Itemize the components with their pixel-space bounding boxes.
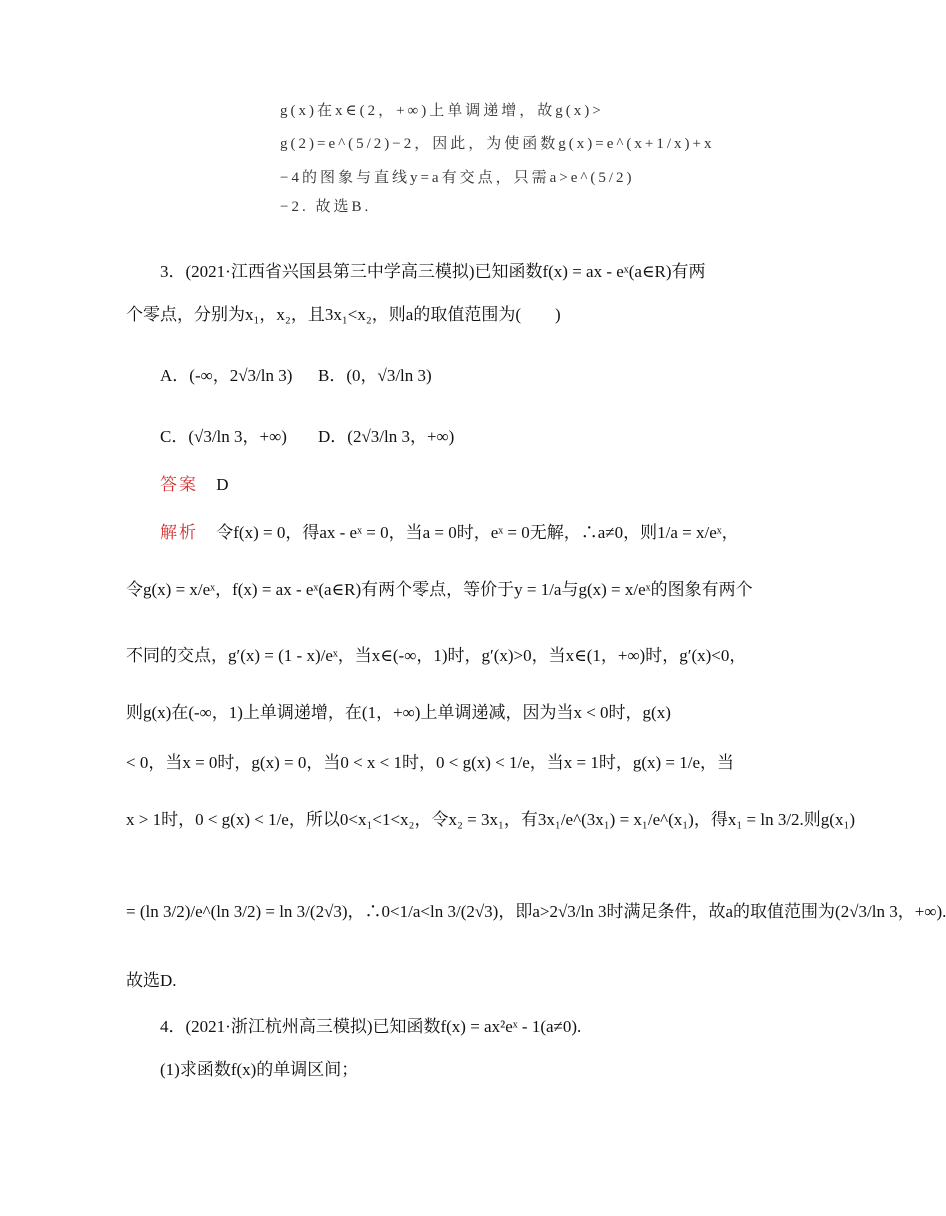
- analysis-row-1: [160, 524, 739, 541]
- scan-line-2: g(2)=e^(5/2)−2，因此，为使函数g(x)=e^(x+1/x)+x: [280, 136, 715, 152]
- answer-label: 答案: [160, 475, 198, 494]
- q4-stem-line-1: 4．(2021·浙江杭州高三模拟)已知函数f(x) = ax²eˣ - 1(a≠0).: [160, 1017, 582, 1036]
- solution-line-7: = (ln 3/2)/e^(ln 3/2) = ln 3/(2√3)，∴0<1/a<ln 3/(2√3)，即a>2√3/ln 3时满足条件，故a的取值范围为(2√3/ln 3，+∞).: [126, 902, 946, 921]
- option-a: A．(-∞，2√3/ln 3): [160, 366, 293, 385]
- solution-line-2: 令g(x) = x/eˣ，f(x) = ax - eˣ(a∈R)有两个零点，等价于y = 1/a与g(x) = x/eˣ的图象有两个: [126, 580, 753, 599]
- solution-line-3: 不同的交点，g′(x) = (1 - x)/eˣ，当x∈(-∞，1)时，g′(x)>0，当x∈(1，+∞)时，g′(x)<0，: [126, 646, 747, 665]
- solution-line-1: 令f(x) = 0，得ax - eˣ = 0，当a = 0时，eˣ = 0无解，∴a≠0，则1/a = x/eˣ，: [216, 523, 739, 542]
- option-d: D．(2√3/ln 3，+∞): [318, 427, 455, 446]
- q3-stem-line-1: 3．(2021·江西省兴国县第三中学高三模拟)已知函数f(x) = ax - eˣ(a∈R)有两: [160, 262, 706, 281]
- solution-line-6: x > 1时，0 < g(x) < 1/e，所以0<x₁<1<x₂，令x₂ = 3x₁，有3x₁/e^(3x₁) = x₁/e^(x₁)，得x₁ = ln 3/2.则g(x₁): [126, 810, 856, 829]
- solution-line-5: < 0，当x = 0时，g(x) = 0，当0 < x < 1时，0 < g(x) < 1/e，当x = 1时，g(x) = 1/e，当: [126, 753, 735, 772]
- option-b: B．(0，√3/ln 3): [318, 366, 432, 385]
- solution-line-4: 则g(x)在(-∞，1)上单调递增，在(1，+∞)上单调递减，因为当x < 0时，g(x): [126, 703, 671, 722]
- answer-row: [160, 476, 229, 493]
- answer-value: D: [216, 475, 229, 494]
- q4-part-1: (1)求函数f(x)的单调区间；: [160, 1060, 359, 1079]
- q3-stem-line-2: 个零点，分别为x₁，x₂，且3x₁<x₂，则a的取值范围为( ): [126, 305, 561, 324]
- scan-line-4: −2. 故选B.: [280, 199, 372, 215]
- scan-line-1: g(x)在x∈(2，+∞)上单调递增，故g(x)>: [280, 103, 604, 119]
- analysis-label: 解析: [160, 523, 198, 542]
- scan-line-3: −4的图象与直线y=a有交点，只需a>e^(5/2): [280, 170, 635, 186]
- solution-line-8: 故选D.: [126, 971, 177, 990]
- option-c: C．(√3/ln 3，+∞): [160, 427, 287, 446]
